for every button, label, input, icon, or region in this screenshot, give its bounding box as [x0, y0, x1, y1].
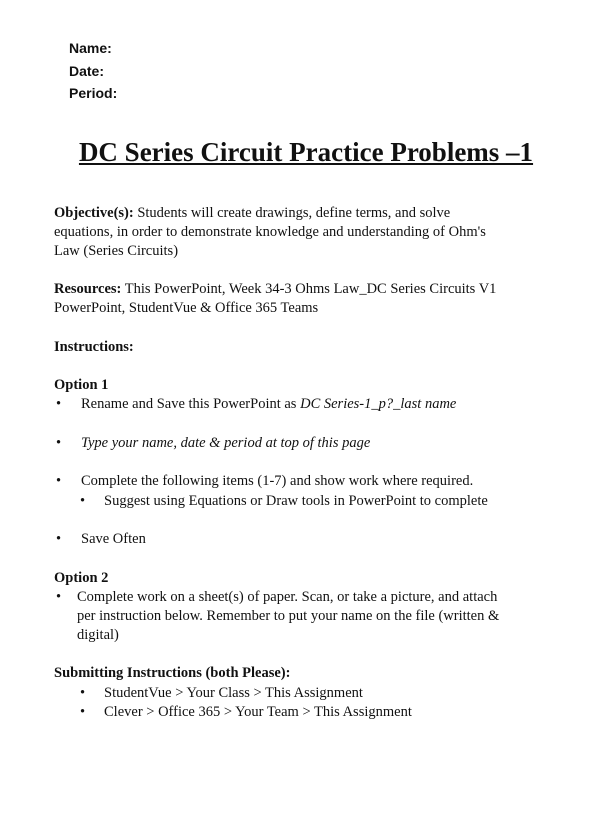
option1-item-2 [81, 434, 370, 453]
resources-label: Resources: [54, 281, 122, 297]
sub-bullet: • [80, 493, 86, 509]
objective-line-3: Law (Series Circuits) [54, 243, 179, 259]
option1-item-1-text: Rename and Save this PowerPoint as [81, 396, 297, 412]
bullet: • [56, 435, 62, 451]
objective-text-1: Students will create drawings, define terms, and solve [137, 205, 451, 221]
submitting-item-1: StudentVue > Your Class > This Assignment [104, 685, 363, 701]
submitting-heading: Submitting Instructions (both Please): [54, 665, 291, 681]
name-label: Name: [69, 40, 112, 56]
option1-item-3-sub: Suggest using Equations or Draw tools in PowerPoint to complete [104, 493, 488, 509]
resources-text-1: This PowerPoint, Week 34-3 Ohms Law_DC Series Circuits V1 [124, 281, 497, 297]
option1-item-4: Save Often [81, 531, 146, 547]
bullet: • [56, 396, 62, 412]
objective-line-2: equations, in order to demonstrate knowledge and understanding of Ohm's [54, 224, 486, 240]
bullet: • [56, 531, 62, 547]
bullet: • [56, 473, 62, 489]
option2-line-2: per instruction below. Remember to put your name on the file (written & [77, 608, 500, 624]
page-title: DC Series Circuit Practice Problems –1 [78, 137, 534, 167]
objective-label: Objective(s): [54, 205, 134, 221]
instructions-heading: Instructions: [54, 339, 134, 355]
period-label: Period: [69, 85, 118, 101]
date-label: Date: [69, 63, 105, 79]
option1-item-1 [81, 395, 456, 414]
option2-heading: Option 2 [54, 570, 109, 586]
submitting-item-2: Clever > Office 365 > Your Team > This Assignment [104, 704, 412, 720]
bullet: • [56, 589, 62, 605]
option1-heading: Option 1 [54, 377, 109, 393]
option1-item-2-text: Type your name, date & period at top of this page [81, 435, 371, 451]
option2-line-3: digital) [77, 627, 119, 643]
option1-item-3: Complete the following items (1-7) and show work where required. [81, 473, 474, 489]
option2-line-1: Complete work on a sheet(s) of paper. Scan, or take a picture, and attach [77, 589, 498, 605]
bullet: • [80, 685, 86, 701]
bullet: • [80, 704, 86, 720]
option1-item-1-filename: DC Series-1_p?_last name [300, 396, 457, 412]
objective-line-1 [54, 204, 554, 223]
resources-line-1 [54, 280, 554, 299]
resources-line-2: PowerPoint, StudentVue & Office 365 Teams [54, 300, 319, 316]
